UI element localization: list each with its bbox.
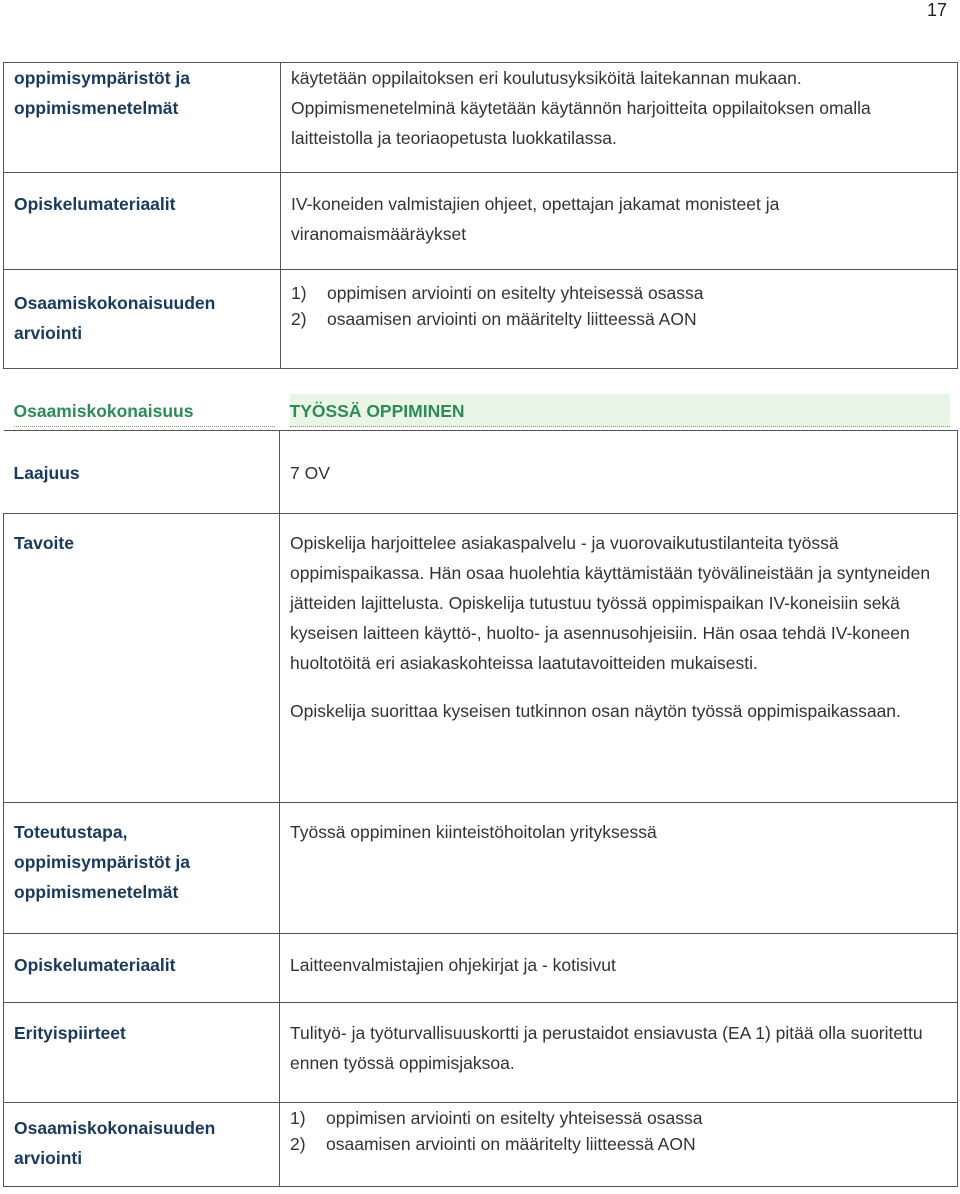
row-content xyxy=(280,802,958,933)
table-row xyxy=(4,430,958,513)
row-content xyxy=(280,430,958,513)
implementation-text: Työssä oppiminen kiinteistöhoitolan yrityksessä xyxy=(290,821,657,842)
assessment-item-1: oppimisen arviointi on esitelty yhteisessä osassa xyxy=(326,1107,703,1128)
materials-text: Laitteenvalmistajien ohjekirjat ja - kotisivut xyxy=(290,954,616,975)
learning-environments-text: käytetään oppilaitoksen eri koulutusyksiköitä laitekannan mukaan. Oppimismenetelminä käytetään käytännön harjoitteita oppilaitoksen omalla laitteistolla ja teoriaopetusta luokkatilassa. xyxy=(291,68,871,148)
study-materials-label: Opiskelumateriaalit xyxy=(14,194,176,214)
special-text: Tulityö- ja työturvallisuuskortti ja perustaidot ensiavusta (EA 1) pitää olla suoritettu ennen työssä oppimisjaksoa. xyxy=(290,1022,923,1073)
table-row xyxy=(4,933,958,1002)
assessment-label: Osaamiskokonaisuuden arviointi xyxy=(14,1117,216,1168)
list-item: 1) oppimisen arviointi on esitelty yhteisessä osassa xyxy=(290,1107,703,1128)
competence-title: TYÖSSÄ OPPIMINEN xyxy=(290,394,950,427)
row-label xyxy=(4,270,281,369)
list-item: 2) osaamisen arviointi on määritelty liitteessä AON xyxy=(290,1133,696,1154)
row-content xyxy=(281,63,958,173)
table-row xyxy=(4,513,958,802)
page-number: 17 xyxy=(926,0,947,20)
list-item: 1) oppimisen arviointi on esitelty yhteisessä osassa xyxy=(291,283,704,303)
assessment-item-1: oppimisen arviointi on esitelty yhteisessä osassa xyxy=(327,283,704,303)
goal-paragraph-2: Opiskelija suorittaa kyseisen tutkinnon osan näytön työssä oppimispaikassaan. xyxy=(290,700,901,721)
row-label xyxy=(4,63,281,173)
row-content xyxy=(280,1102,958,1186)
curriculum-table-continued xyxy=(3,62,958,369)
assessment-item-2: osaamisen arviointi on määritelty liitteessä AON xyxy=(326,1133,696,1154)
assessment-label: Osaamiskokonaisuuden arviointi xyxy=(14,293,216,343)
row-content xyxy=(280,394,958,430)
goal-paragraph-1: Opiskelija harjoittelee asiakaspalvelu - ja vuorovaikutustilanteita työssä oppimispaikassa. Hän osaa huolehtia käyttämistään työvälineistään ja syntyneiden jätteiden lajittelusta. Opiskelija tutustuu työssä oppimispaikan IV-koneisiin sekä kyseisen laitteen käyttö-, huolto- ja asennusohjeisiin. Hän osaa tehdä IV-koneen huoltotöitä eri asiakaskohteissa laatutavoitteiden mukaisesti. xyxy=(290,532,931,673)
scope-value: 7 OV xyxy=(290,462,330,483)
row-label xyxy=(4,802,280,933)
competence-table xyxy=(3,394,958,1187)
goal-label: Tavoite xyxy=(14,532,74,553)
table-row xyxy=(4,1102,958,1186)
row-label xyxy=(4,430,280,513)
materials-label: Opiskelumateriaalit xyxy=(14,954,176,975)
table-row xyxy=(4,270,958,369)
table-row xyxy=(4,63,958,173)
table-row xyxy=(4,173,958,270)
row-label xyxy=(4,1102,280,1186)
row-label xyxy=(4,394,280,430)
row-content xyxy=(280,513,958,802)
row-content xyxy=(280,1002,958,1102)
competence-label: Osaamiskokonaisuus xyxy=(14,396,275,427)
list-item: 2) osaamisen arviointi on määritelty liitteessä AON xyxy=(291,309,697,329)
scope-label: Laajuus xyxy=(13,462,80,483)
row-label xyxy=(4,933,280,1002)
table-row xyxy=(4,802,958,933)
special-label: Erityispiirteet xyxy=(14,1022,126,1043)
table-row xyxy=(4,1002,958,1102)
assessment-item-2: osaamisen arviointi on määritelty liitteessä AON xyxy=(327,309,697,329)
learning-environments-label: oppimisympäristöt ja oppimismenetelmät xyxy=(14,68,191,118)
table-row xyxy=(4,394,958,430)
row-content xyxy=(281,173,958,270)
row-label xyxy=(4,513,280,802)
row-label xyxy=(4,1002,280,1102)
study-materials-text: IV-koneiden valmistajien ohjeet, opettajan jakamat monisteet ja viranomaismääräykset xyxy=(291,194,780,244)
row-content xyxy=(281,270,958,369)
row-label xyxy=(4,173,281,270)
implementation-label: Toteutustapa, oppimisympäristöt ja oppimismenetelmät xyxy=(14,821,191,902)
row-content xyxy=(280,933,958,1002)
